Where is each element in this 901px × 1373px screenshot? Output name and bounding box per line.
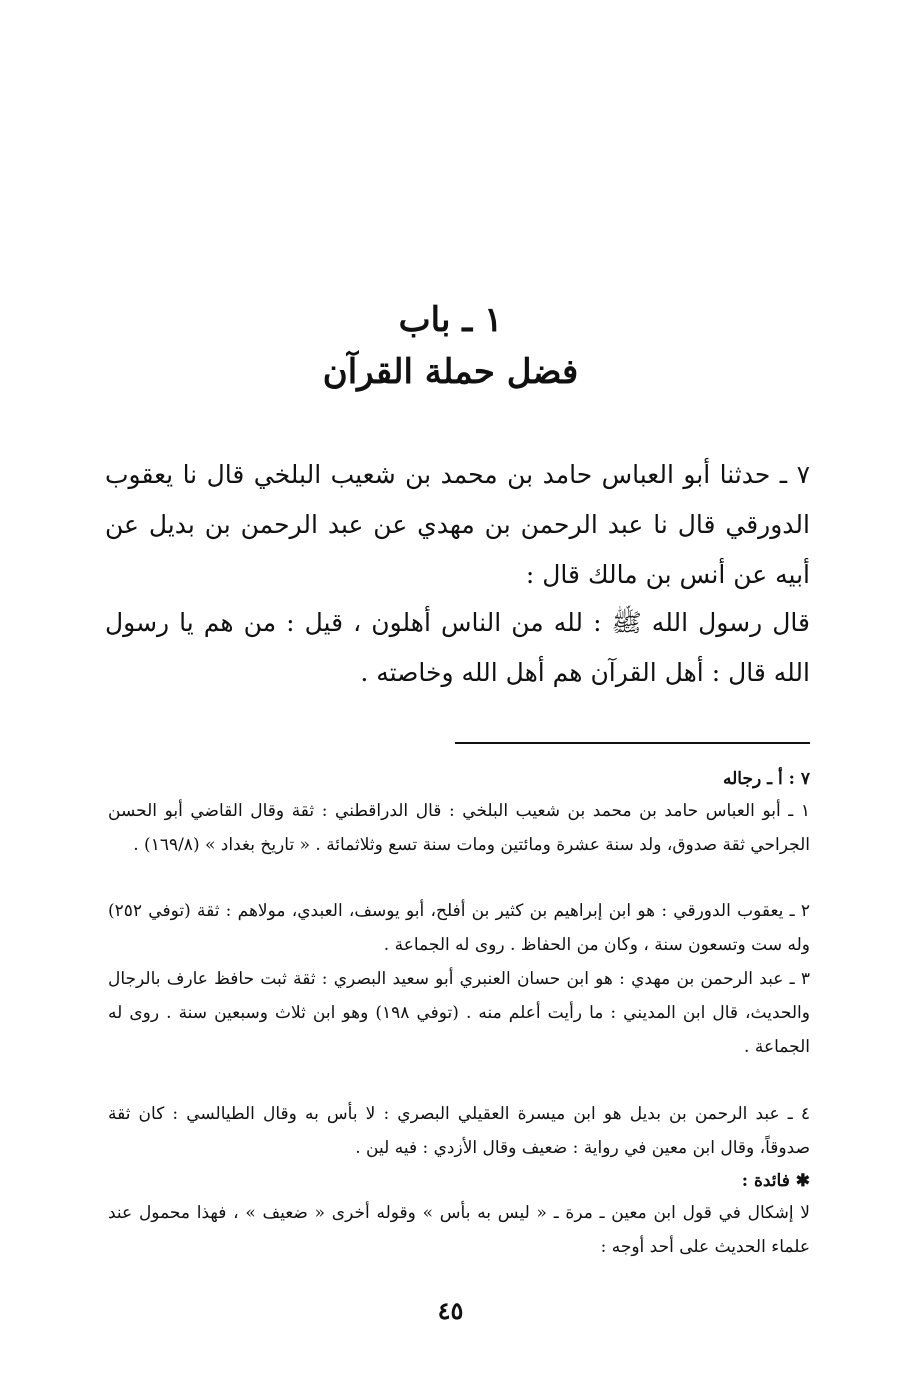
footnote-separator <box>455 742 810 744</box>
benefit-note-heading <box>108 1164 810 1198</box>
hadith-matn: قال رسول الله ﷺ : لله من الناس أهلون ، قيل : من هم يا رسول الله قال : أهل القرآن هم أهل الله وخاصته . <box>105 608 810 687</box>
benefit-note-title: فائدة : <box>741 1171 790 1191</box>
page-number: ٤٥ <box>437 1296 464 1325</box>
footnotes-heading: ٧ : أ ـ رجاله <box>723 769 810 789</box>
chapter-number: ١ ـ باب <box>398 300 503 340</box>
chapter-title: فضل حملة القرآن <box>322 352 579 392</box>
footnote-narrator-3: ٣ ـ عبد الرحمن بن مهدي : هو ابن حسان العنبري أبو سعيد البصري : ثقة ثبت حافظ عارف بالرجال والحديث، قال ابن المديني : ما رأيت أعلم منه . (توفي ١٩٨) وهو ابن ثلاث وسبعين سنة . روى له الجماعة . <box>108 969 810 1057</box>
asterisk-marker: ✱ <box>795 1171 810 1191</box>
benefit-note-text: لا إشكال في قول ابن معين ـ مرة ـ « ليس به بأس » وقوله أخرى « ضعيف » ، فهذا محمول عند علماء الحديث على أحد أوجه : <box>108 1203 810 1257</box>
footnote-narrator-2: ٢ ـ يعقوب الدورقي : هو ابن إبراهيم بن كثير بن أفلح، أبو يوسف، العبدي، مولاهم : ثقة (توفي ٢٥٢) وله ست وتسعون سنة ، وكان من الحفاظ . روى له الجماعة . <box>108 901 810 955</box>
footnote-narrator-1: ١ ـ أبو العباس حامد بن محمد بن شعيب البلخي : قال الدراقطني : ثقة وقال القاضي أبو الحسن الجراحي ثقة صدوق، ولد سنة عشرة ومائتين ومات سنة تسع وثلاثمائة . « تاريخ بغداد » (١٦٩/٨) . <box>108 801 810 855</box>
footnote-narrator-4: ٤ ـ عبد الرحمن بن بديل هو ابن ميسرة العقيلي البصري : لا بأس به وقال الطيالسي : كان ثقة صدوقاً، وقال ابن معين في رواية : ضعيف وقال الأزدي : فيه لين . <box>108 1104 810 1158</box>
hadith-isnad: ٧ ـ حدثنا أبو العباس حامد بن محمد بن شعيب البلخي قال نا يعقوب الدورقي قال نا عبد الرحمن بن مهدي عن عبد الرحمن بن بديل عن أبيه عن أنس بن مالك قال : <box>105 460 810 589</box>
